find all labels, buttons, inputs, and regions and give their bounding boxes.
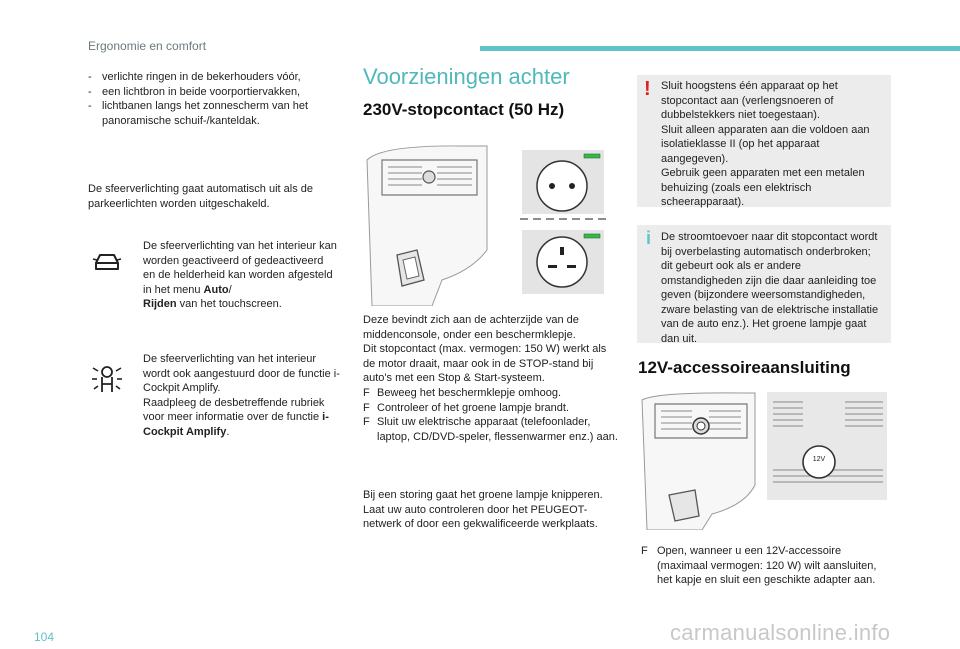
- console-230v-illustration: [362, 140, 610, 306]
- list-item: - een lichtbron in beide voorportiervakken,: [88, 85, 301, 98]
- watermark: carmanualsonline.info: [670, 620, 891, 645]
- list-item: F Beweeg het beschermklepje omhoog.: [363, 387, 562, 399]
- info-icon: i: [646, 228, 652, 248]
- subsection-title-230v: 230V-stopcontact (50 Hz): [363, 100, 565, 119]
- list-item: - verlichte ringen in de bekerhouders vóór,: [88, 71, 301, 83]
- info-box: [637, 225, 891, 343]
- section-title: Voorzieningen achter: [363, 64, 570, 89]
- function-i-cockpit-amplify: i-Cockpit Amplify: [143, 411, 329, 438]
- section-header: Ergonomie en comfort: [88, 39, 207, 53]
- console-12v-illustration: [637, 390, 889, 530]
- header-accent-bar: [480, 46, 960, 51]
- menu-auto: Auto: [203, 283, 229, 296]
- page-number: 104: [34, 630, 55, 644]
- list-item: F Controleer of het groene lampje brandt.: [363, 401, 570, 414]
- step-marker: F: [363, 401, 370, 414]
- list-item: - lichtbanen langs het zonnescherm van het panoramische schuif-/kanteldak.: [88, 100, 309, 127]
- malfunction-paragraph: Bij een storing gaat het groene lampje knipperen. Laat uw auto controleren door het PEUGEOT-netwerk of door een gekwalificeerde werkplaats.: [363, 489, 603, 530]
- socket-12v-step: [641, 544, 891, 588]
- socket-steps: [363, 386, 618, 444]
- warning-icon: !: [644, 78, 651, 100]
- socket-location-paragraph: Deze bevindt zich aan de achterzijde van de middenconsole, onder een beschermklepje. Dit stopcontact (max. vermogen: 150 W) werkt als de motor draait, maar ook in de STOP-stand bij auto's met een Stop & Start-systeem.: [363, 314, 607, 384]
- amplify-note: De sfeerverlichting van het interieur wordt ook aangestuurd door de functie i-Cockpit Amplify. Raadpleeg de desbetreffende rubriek voor meer informatie over de functie i-Cockpit Amplify.: [143, 353, 340, 438]
- socket-label-12v: 12V: [812, 456, 826, 463]
- auto-off-paragraph: De sfeerverlichting gaat automatisch uit als de parkeerlichten worden uitgeschakeld.: [88, 183, 314, 210]
- i-cockpit-amplify-icon: [90, 362, 124, 398]
- step-marker: F: [363, 387, 370, 399]
- car-icon: [92, 249, 122, 273]
- step-marker: F: [641, 545, 648, 557]
- warning-text: Sluit hoogstens één apparaat op het stopcontact aan (verlengsnoeren of dubbelstekkers niet toegestaan). Sluit alleen apparaten aan die voldoen aan isolatieklasse II (op het apparaat aangegeven). Gebruik geen apparaten met een metalen behuizing (zoals een elektrisch scheerapparaat).: [661, 80, 870, 208]
- step-marker: F: [363, 416, 370, 428]
- list-item: F Open, wanneer u een 12V-accessoire (maximaal vermogen: 120 W) wilt aansluiten, het kapje en sluit een geschikte adapter aan.: [641, 545, 877, 586]
- subsection-title-12v: 12V-accessoireaansluiting: [638, 358, 851, 377]
- list-item: F Sluit uw elektrische apparaat (telefoonlader, laptop, CD/DVD-speler, flessenwarmer enz.) aan.: [363, 416, 618, 443]
- lighting-bullet-list: [88, 70, 336, 128]
- warning-box: [637, 75, 891, 207]
- info-text: De stroomtoevoer naar dit stopcontact wordt bij overbelasting automatisch onderbroken; dit gebeurt ook als er andere omstandigheden zijn die daar aanleiding toe geven (bijzondere weersomstandigheden, zware belasting van de elektrische installatie van de auto enz.). Het groene lampje gaat dan uit.: [661, 231, 879, 345]
- car-menu-note: De sfeerverlichting van het interieur kan worden geactiveerd of gedeactiveerd en de helderheid kan worden afgesteld in het menu Auto/ Rijden van het touchscreen.: [143, 240, 337, 310]
- menu-rijden: Rijden: [143, 298, 177, 310]
